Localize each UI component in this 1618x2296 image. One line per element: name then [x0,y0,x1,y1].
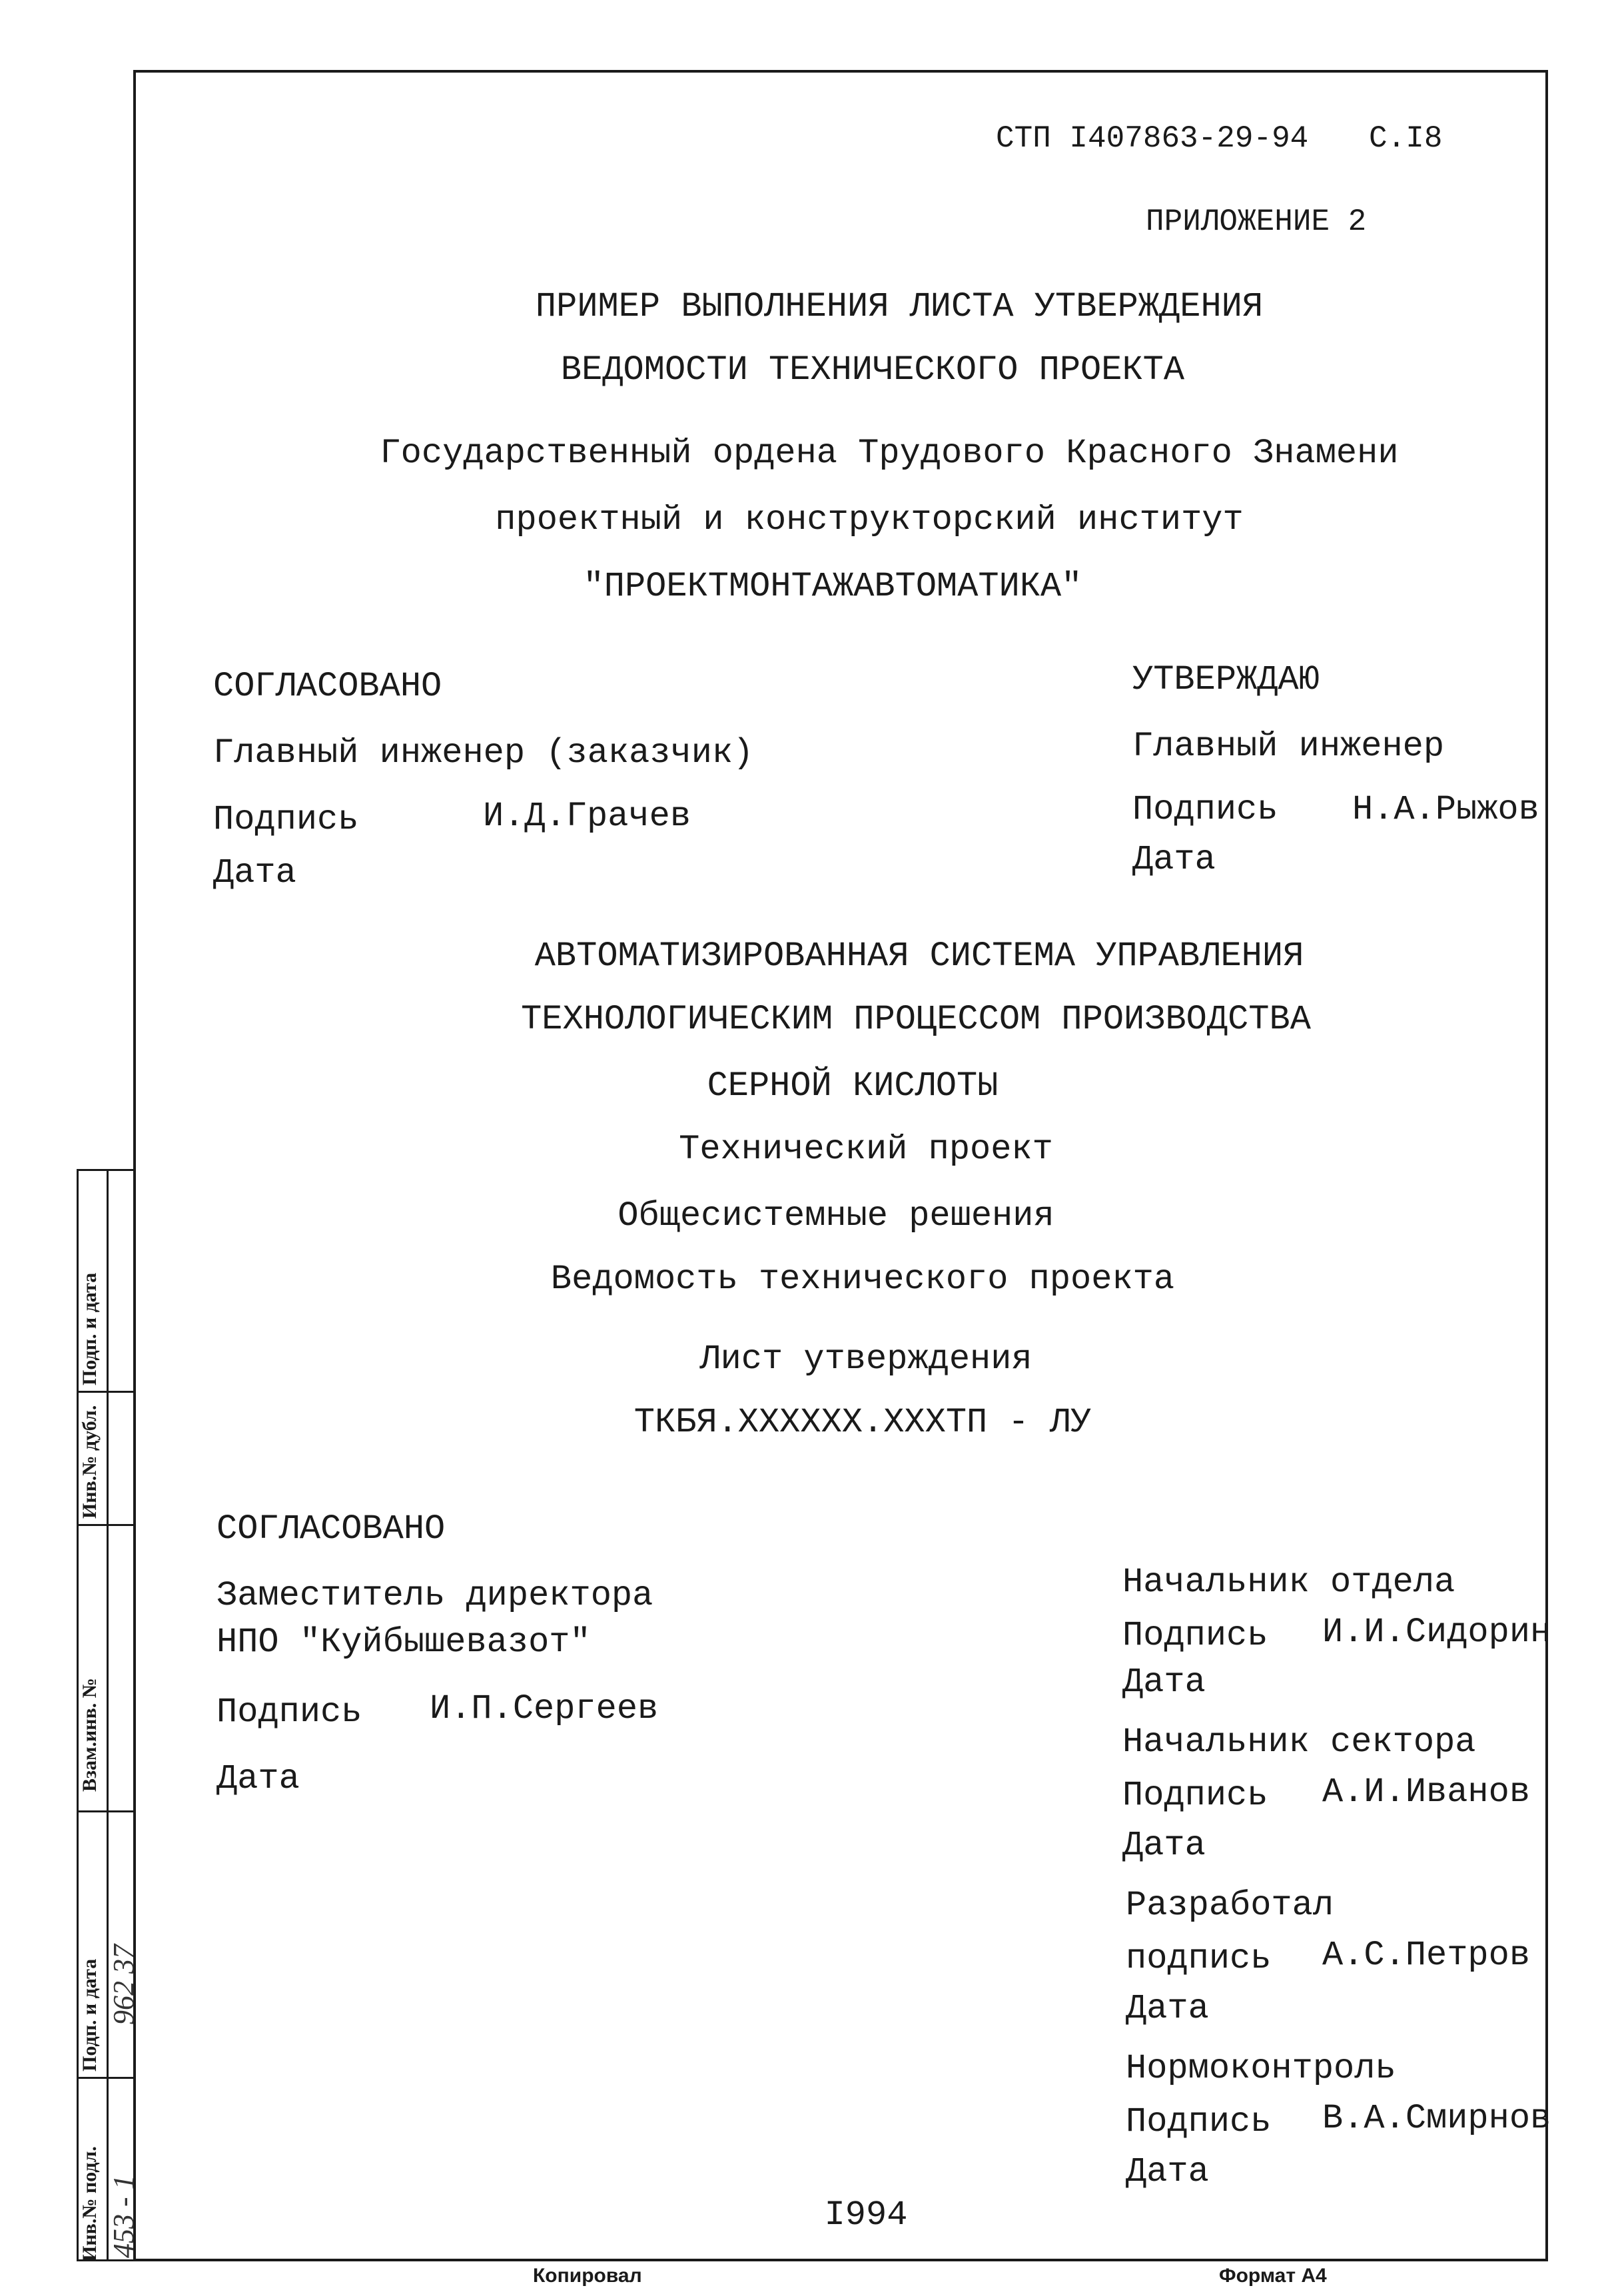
signatory-2-position: Начальник сектора [1122,1722,1476,1762]
left-approval-sign-label: Подпись [213,800,359,839]
handwritten-inventory-number: 453 - 1 [107,2175,140,2258]
signatory-4-name: В.А.Смирнов [1322,2099,1551,2138]
right-approval-position: Главный инженер [1132,727,1445,766]
system-title-line-7: Лист утверждения [699,1339,1032,1379]
signatory-2-sign-label: Подпись [1122,1776,1268,1815]
signatory-2-date-label: Дата [1122,1826,1206,1865]
page-number: С.I8 [1369,121,1443,156]
signatory-1-sign-label: Подпись [1122,1616,1268,1655]
designation-code: ТКБЯ.XXXXXX.XXXТП - ЛУ [633,1403,1092,1442]
left-approval-position: Главный инженер (заказчик) [213,733,754,773]
right-approval-sign-label: Подпись [1132,790,1278,829]
stamp-label-inv-dup: Инв.№ дубл. [79,1405,101,1519]
system-title-line-3: СЕРНОЙ КИСЛОТЫ [707,1066,999,1106]
bottom-left-heading: СОГЛАСОВАНО [216,1509,446,1549]
left-approval-date-label: Дата [213,853,296,893]
system-title-line-4: Технический проект [679,1130,1053,1169]
signatory-3-name: А.С.Петров [1322,1936,1531,1975]
right-approval-heading: УТВЕРЖДАЮ [1132,660,1320,699]
signatory-2-name: А.И.Иванов [1322,1772,1531,1812]
signatory-4-sign-label: Подпись [1126,2102,1272,2141]
stamp-label-inv-orig: Инв.№ подл. [79,2146,101,2261]
org-line-1: Государственный ордена Трудового Красного Знамени [380,434,1399,473]
system-title-line-5: Общесистемные решения [617,1196,1054,1236]
footer-format: Формат А4 [1219,2265,1327,2287]
signatory-1-position: Начальник отдела [1122,1563,1455,1602]
right-approval-name: Н.А.Рыжов [1352,790,1539,829]
system-title-line-2: ТЕХНОЛОГИЧЕСКИМ ПРОЦЕССОМ ПРОИЗВОДСТВА [521,1000,1311,1039]
left-approval-heading: СОГЛАСОВАНО [213,667,442,706]
signatory-1-date-label: Дата [1122,1663,1206,1702]
handwritten-signature-date: 962 37 [107,1944,140,2025]
doc-code: СТП I407863-29-94 [996,121,1309,156]
signatory-3-position: Разработал [1126,1886,1334,1925]
signatory-3-date-label: Дата [1126,1989,1209,2028]
title-line-2: ВЕДОМОСТИ ТЕХНИЧЕСКОГО ПРОЕКТА [560,350,1185,390]
year: I994 [824,2195,908,2235]
bottom-left-position-2: НПО "Куйбышевазот" [216,1623,591,1662]
signatory-4-date-label: Дата [1126,2152,1209,2191]
appendix-label: ПРИЛОЖЕНИЕ 2 [1146,204,1367,239]
stamp-label-sign-date-1: Подп. и дата [79,1958,101,2072]
system-title-line-1: АВТОМАТИЗИРОВАННАЯ СИСТЕМА УПРАВЛЕНИЯ [534,937,1304,976]
left-approval-name: И.Д.Грачев [483,797,691,836]
stamp-label-sign-date-2: Подп. и дата [79,1272,101,1385]
bottom-left-date-label: Дата [216,1759,300,1798]
org-line-3: "ПРОЕКТМОНТАЖАВТОМАТИКА" [583,567,1082,606]
bottom-left-name: И.П.Сергеев [430,1689,659,1728]
signatory-4-position: Нормоконтроль [1126,2049,1396,2088]
stamp-label-replace-inv: Взам.инв. № [79,1678,101,1792]
system-title-line-6: Ведомость технического проекта [550,1260,1175,1299]
title-line-1: ПРИМЕР ВЫПОЛНЕНИЯ ЛИСТА УТВЕРЖДЕНИЯ [535,287,1264,326]
signatory-1-name: И.И.Сидорин [1322,1613,1551,1652]
right-approval-date-label: Дата [1132,840,1216,879]
signatory-3-sign-label: подпись [1126,1939,1272,1978]
bottom-left-sign-label: Подпись [216,1693,362,1732]
org-line-2: проектный и конструкторский институт [495,500,1244,540]
footer-copied: Копировал [533,2265,642,2287]
bottom-left-position-1: Заместитель директора [216,1576,653,1615]
